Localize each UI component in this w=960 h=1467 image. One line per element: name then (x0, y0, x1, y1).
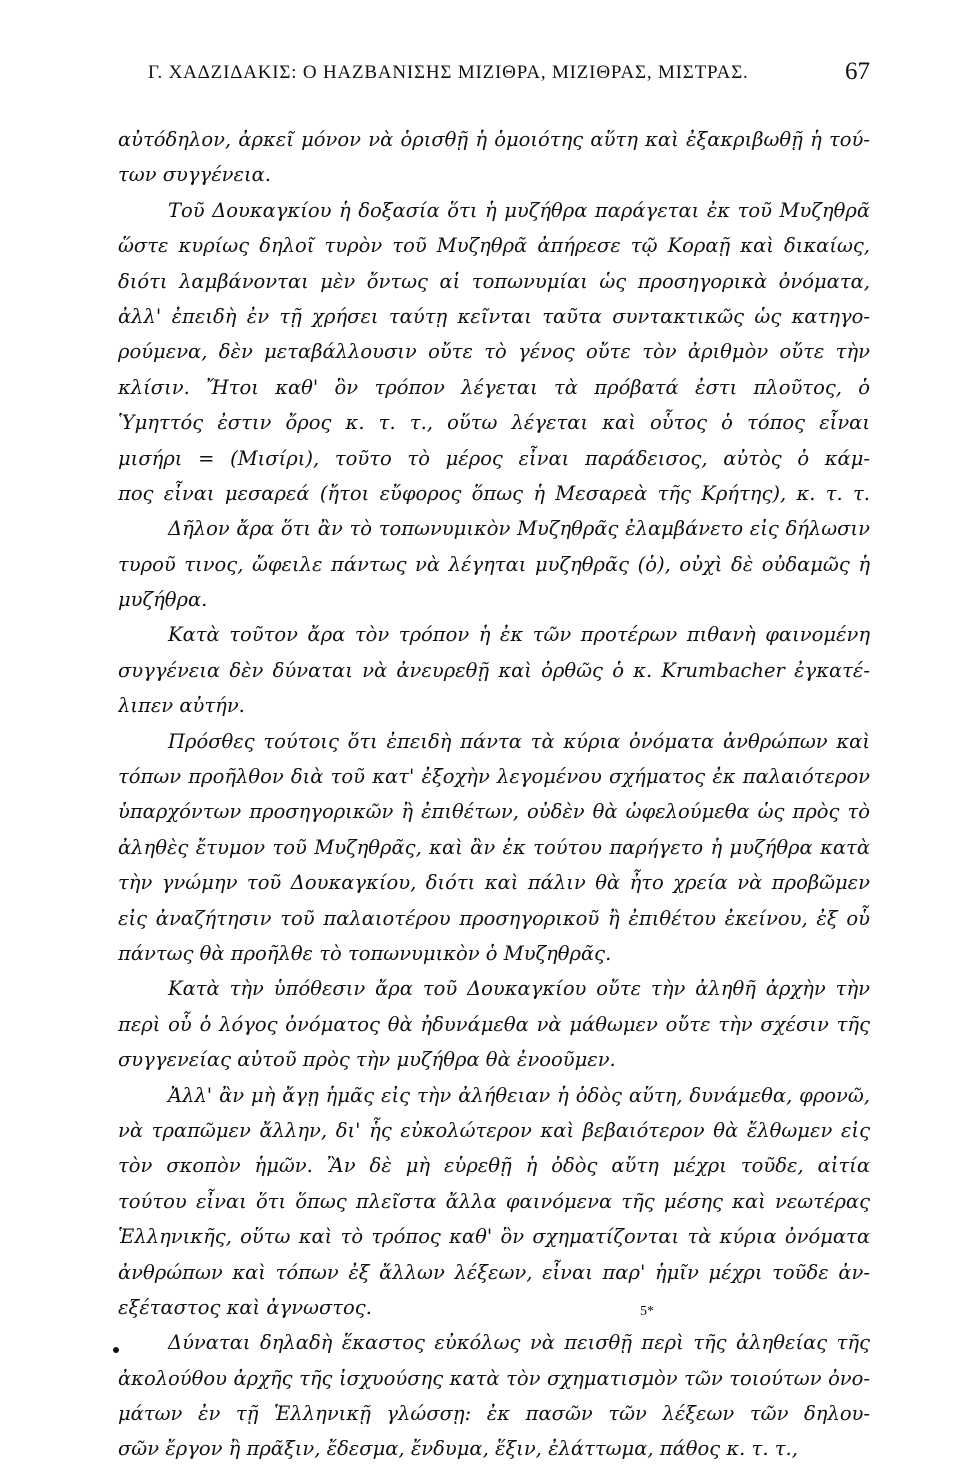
text-line: κλίσιν. Ἤτοι καθ' ὃν τρόπον λέγεται τὰ πρόβατά ἐστι πλοῦτος, ὁ (118, 375, 870, 399)
text-line: συγγενείας αὐτοῦ πρὸς τὴν μυζήθρα θὰ ἐνοοῦμεν. (118, 1048, 616, 1072)
text-line: μισήρι = (Μισίρι), τοῦτο τὸ μέρος εἶναι παράδεισος, αὐτὸς ὁ κάμ- (118, 446, 870, 470)
text-line: ἀνθρώπων καὶ τόπων ἐξ ἄλλων λέξεων, εἶναι παρ' ἡμῖν μέχρι τοῦδε ἀν- (118, 1260, 870, 1284)
text-line: ὑπαρχόντων προσηγορικῶν ἢ ἐπιθέτων, οὐδὲν θὰ ὠφελούμεθα ὡς πρὸς τὸ (118, 800, 870, 824)
text-line: Δῆλον ἄρα ὅτι ἂν τὸ τοπωνυμικὸν Μυζηθρᾶς ἐλαμβάνετο εἰς δήλωσιν (168, 517, 870, 541)
text-line: Τοῦ Δουκαγκίου ἡ δοξασία ὅτι ἡ μυζήθρα παράγεται ἐκ τοῦ Μυζηθρᾶ (168, 198, 870, 222)
margin-mark (113, 1347, 119, 1353)
text-line: τυροῦ τινος, ὤφειλε πάντως νὰ λέγηται μυζηθρᾶς (ὁ), οὐχὶ δὲ οὐδαμῶς ἡ (118, 552, 870, 576)
text-line: ἀληθὲς ἔτυμον τοῦ Μυζηθρᾶς, καὶ ἂν ἐκ τούτου παρήγετο ἡ μυζήθρα κατὰ (118, 835, 870, 859)
text-line: ἀλλ' ἐπειδὴ ἐν τῇ χρήσει ταύτῃ κεῖνται ταῦτα συντακτικῶς ὡς κατηγο- (118, 304, 870, 328)
text-line: τούτου εἶναι ὅτι ὅπως πλεῖστα ἄλλα φαινόμενα τῆς μέσης καὶ νεωτέρας (118, 1189, 870, 1213)
text-line: πάντως θὰ προῆλθε τὸ τοπωνυμικὸν ὁ Μυζηθρᾶς. (118, 941, 612, 965)
text-line: των συγγένεια. (118, 163, 272, 187)
text-line: Κατὰ τὴν ὑπόθεσιν ἄρα τοῦ Δουκαγκίου οὔτε τὴν ἀληθῆ ἀρχὴν τὴν (168, 977, 870, 1001)
text-line: Πρόσθες τούτοις ὅτι ἐπειδὴ πάντα τὰ κύρια ὀνόματα ἀνθρώπων καὶ (168, 729, 870, 753)
page-number: 67 (845, 58, 870, 85)
document-page (118, 58, 870, 1461)
text-line: πος εἶναι μεσαρεά (ἤτοι εὔφορος ὅπως ἡ Μεσαρεὰ τῆς Κρήτης), κ. τ. τ. (118, 481, 870, 505)
text-line: Δύναται δηλαδὴ ἕκαστος εὐκόλως νὰ πεισθῇ περὶ τῆς ἀληθείας τῆς (168, 1331, 870, 1355)
text-line: τόπων προῆλθον διὰ τοῦ κατ' ἐξοχὴν λεγομένου σχήματος ἐκ παλαιότερον (118, 765, 870, 789)
text-line: Κατὰ τοῦτον ἄρα τὸν τρόπον ἡ ἐκ τῶν προτέρων πιθανὴ φαινομένη (168, 623, 870, 647)
text-line: Ἀλλ' ἂν μὴ ἄγῃ ἡμᾶς εἰς τὴν ἀλήθειαν ἡ ὁδὸς αὕτη, δυνάμεθα, φρονῶ, (168, 1083, 870, 1107)
text-line: Ὑμηττός ἐστιν ὄρος κ. τ. τ., οὕτω λέγεται καὶ οὗτος ὁ τόπος εἶναι (118, 411, 870, 435)
text-line: ὥστε κυρίως δηλοῖ τυρὸν τοῦ Μυζηθρᾶ ἀπήρεσε τῷ Κοραῇ καὶ δικαίως, (118, 234, 870, 258)
text-line: σῶν ἔργον ἢ πρᾶξιν, ἔδεσμα, ἔνδυμα, ἕξιν, ἐλάττωμα, πάθος κ. τ. τ., (118, 1437, 798, 1461)
text-line: νὰ τραπῶμεν ἄλλην, δι' ἧς εὐκολώτερον καὶ βεβαιότερον θὰ ἔλθωμεν εἰς (118, 1118, 870, 1142)
text-line: τὴν γνώμην τοῦ Δουκαγκίου, διότι καὶ πάλιν θὰ ἦτο χρεία νὰ προβῶμεν (118, 871, 870, 895)
text-line: λιπεν αὐτήν. (118, 694, 245, 718)
text-line: αὐτόδηλον, ἀρκεῖ μόνον νὰ ὁρισθῇ ἡ ὁμοιότης αὕτη καὶ ἐξακριβωθῇ ἡ τού- (118, 128, 870, 151)
text-line: εἰς ἀναζήτησιν τοῦ παλαιοτέρου προσηγορικοῦ ἢ ἐπιθέτου ἐκείνου, ἐξ οὗ (118, 906, 870, 930)
text-line: μυζήθρα. (118, 588, 208, 612)
running-title: Γ. ΧΑΔΖΙΔΑΚΙΣ: Ο ΗΑΖΒΑΝΙΣΗΣ ΜΙΖΙΘΡΑ, ΜΙΖΙΘΡΑΣ, ΜΙΣΤΡΑΣ. (148, 62, 749, 83)
text-line: διότι λαμβάνονται μὲν ὄντως αἱ τοπωνυμίαι ὡς προσηγορικὰ ὀνόματα, (118, 269, 870, 293)
text-line: τὸν σκοπὸν ἡμῶν. Ἂν δὲ μὴ εὑρεθῇ ἡ ὁδὸς αὕτη μέχρι τοῦδε, αἰτία (118, 1154, 870, 1178)
signature-mark: 5* (640, 1304, 654, 1319)
page-header (118, 58, 870, 92)
text-line: συγγένεια δὲν δύναται νὰ ἀνευρεθῇ καὶ ὀρθῶς ὁ κ. Krumbacher ἐγκατέ- (118, 658, 870, 682)
body-text (118, 122, 870, 1467)
text-line: εξέταστος καὶ ἀγνωστος. (118, 1295, 372, 1319)
text-line: Ἑλληνικῆς, οὕτω καὶ τὸ τρόπος καθ' ὃν σχηματίζονται τὰ κύρια ὀνόματα (118, 1225, 870, 1249)
text-line: ἀκολούθου ἀρχῆς τῆς ἰσχυούσης κατὰ τὸν σχηματισμὸν τῶν τοιούτων ὀνο- (118, 1366, 870, 1390)
text-line: μάτων ἐν τῇ Ἑλληνικῇ γλώσσῃ: ἐκ πασῶν τῶν λέξεων τῶν δηλου- (118, 1402, 870, 1426)
text-line: ρούμενα, δὲν μεταβάλλουσιν οὔτε τὸ γένος οὔτε τὸν ἀριθμὸν οὔτε τὴν (118, 340, 870, 364)
text-line: περὶ οὗ ὁ λόγος ὀνόματος θὰ ἠδυνάμεθα νὰ μάθωμεν οὔτε τὴν σχέσιν τῆς (118, 1012, 870, 1036)
